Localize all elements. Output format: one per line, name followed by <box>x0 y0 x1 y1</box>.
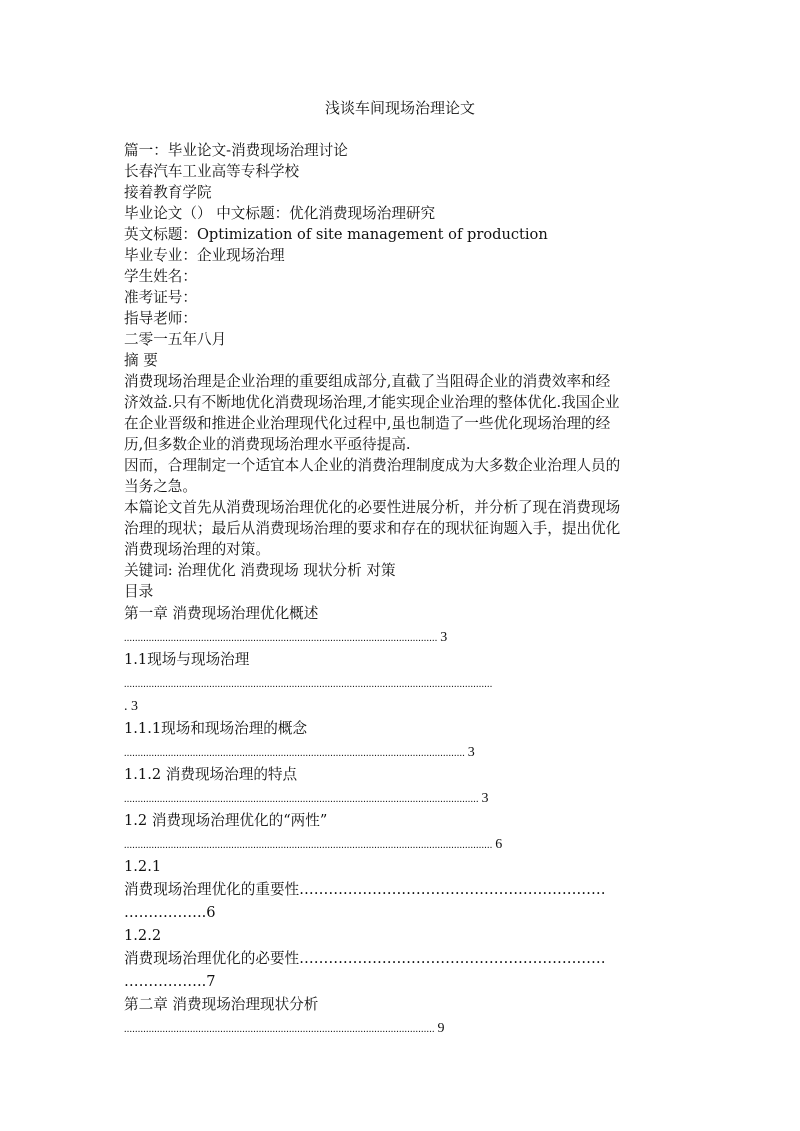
toc-entry-label: 1.1现场与现场治理 <box>124 651 250 668</box>
toc-entry-label: 1.1.1现场和现场治理的概念 <box>124 720 308 737</box>
student-name-line: 学生姓名： <box>124 268 197 285</box>
table-of-contents <box>124 602 676 1039</box>
toc-page-number: 3 <box>481 791 489 806</box>
toc-dot-leader: ...................................................................................................................................... <box>124 840 496 851</box>
document-page <box>124 96 676 1039</box>
chinese-title-line: 毕业论文（） 中文标题：优化消费现场治理研究 <box>124 205 436 222</box>
toc-entry-label: 消费现场治理优化的必要性……………………………………………………… <box>124 950 606 967</box>
document-title: 浅谈车间现场治理论文 <box>324 99 475 117</box>
abstract-line: 消费现场治理的对策。 <box>124 541 270 558</box>
abstract-line: 在企业晋级和推进企业治理现代化过程中,虽也制造了一些优化现场治理的经 <box>124 415 611 432</box>
toc-leader-line <box>124 786 676 809</box>
english-title-line: 英文标题：Optimization of site management of production <box>124 226 548 243</box>
abstract-line: 本篇论文首先从消费现场治理优化的必要性进展分析，并分析了现在消费现场 <box>124 499 621 516</box>
toc-page-number: 9 <box>437 1021 445 1036</box>
toc-dot-leader: ................................................................................................................. <box>124 1024 438 1035</box>
toc-dot-leader: ...................................................................................................................................... <box>124 679 493 690</box>
toc-entry-label: 第一章 消费现场治理优化概述 <box>124 605 319 622</box>
toc-entry-label: 第二章 消费现场治理现状分析 <box>124 996 319 1013</box>
toc-leader-line <box>124 1016 676 1039</box>
date-line: 二零一五年八月 <box>124 331 227 348</box>
toc-page-number: . 3 <box>124 699 138 714</box>
college-name: 接着教育学院 <box>124 184 212 201</box>
toc-leader-line <box>124 740 676 763</box>
keywords-line: 关键词: 治理优化 消费现场 现状分析 对策 <box>124 562 396 579</box>
abstract-line: 当务之急。 <box>124 478 197 495</box>
toc-dot-leader: ............................................................................................................................ <box>124 748 468 759</box>
toc-page-number: ……………..6 <box>124 904 216 921</box>
school-name: 长春汽车工业高等专科学校 <box>124 163 300 180</box>
abstract-line: 因而，合理制定一个适宜本人企业的消费治理制度成为大多数企业治理人员的 <box>124 457 621 474</box>
major-line: 毕业专业：企业现场治理 <box>124 247 285 264</box>
toc-page-number: 6 <box>495 837 503 852</box>
toc-page-number: ……………..7 <box>124 973 216 990</box>
toc-page-number: 3 <box>440 630 448 645</box>
part-heading: 篇一：毕业论文-消费现场治理讨论 <box>124 142 348 159</box>
abstract-line: 济效益.只有不断地优化消费现场治理,才能实现企业治理的整体优化.我国企业 <box>124 394 620 411</box>
toc-leader-line <box>124 625 676 648</box>
toc-leader-line <box>124 671 676 694</box>
exam-number-line: 准考证号： <box>124 289 197 306</box>
toc-heading: 目录 <box>124 583 154 600</box>
abstract-line: 治理的现状；最后从消费现场治理的要求和存在的现状征询题入手，提出优化 <box>124 520 621 537</box>
abstract-line: 消费现场治理是企业治理的重要组成部分,直截了当阻碍企业的消费效率和经 <box>124 373 611 390</box>
abstract-line: 历,但多数企业的消费现场治理水平亟待提高. <box>124 436 411 453</box>
toc-page-number: 3 <box>467 745 475 760</box>
toc-leader-line <box>124 832 676 855</box>
abstract-block <box>124 371 676 602</box>
toc-entry-number: 1.2.1 <box>124 858 162 875</box>
advisor-line: 指导老师： <box>124 310 197 327</box>
header-block <box>124 140 676 371</box>
toc-dot-leader: ................................................................................................................................. <box>124 794 482 805</box>
toc-entry-number: 1.2.2 <box>124 927 162 944</box>
toc-entry-label: 1.2 消费现场治理优化的“两性” <box>124 812 328 829</box>
toc-entry-label: 消费现场治理优化的重要性……………………………………………………… <box>124 881 606 898</box>
toc-dot-leader: .................................................................................................................. <box>124 633 441 644</box>
abstract-heading: 摘 要 <box>124 352 158 369</box>
toc-leader-line <box>124 694 676 717</box>
toc-entry-label: 1.1.2 消费现场治理的特点 <box>124 766 298 783</box>
